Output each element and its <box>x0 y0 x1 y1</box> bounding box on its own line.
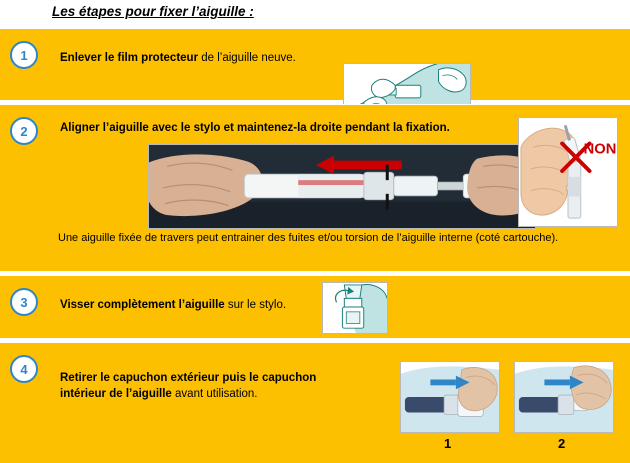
inner-cap-removal-illustration <box>514 361 614 433</box>
step-number-4: 4 <box>10 355 38 383</box>
non-warning-label: NON <box>583 141 617 158</box>
step-text-3-rest: sur le stylo. <box>224 299 287 311</box>
step-2-note: Une aiguille fixée de travers peut entrainer des fuites et/ou torsion de l’aiguille interne (coté cartouche). <box>58 232 559 244</box>
pen-alignment-drawing <box>149 145 535 228</box>
image-caption-1: 1 <box>444 436 452 451</box>
inner-cap-drawing <box>515 362 613 432</box>
step-text-2-bold: Aligner l’aiguille avec le stylo et maintenez-la droite pendant la fixation. <box>60 122 450 134</box>
outer-cap-removal-illustration <box>400 361 500 433</box>
crooked-needle-drawing <box>519 118 617 226</box>
screw-needle-illustration <box>322 282 388 334</box>
step-text-4-rest: avant utilisation. <box>171 387 258 400</box>
step-text-1 <box>60 51 335 67</box>
screw-needle-drawing <box>323 283 387 333</box>
step-row-4 <box>0 342 630 463</box>
crooked-needle-non-photo <box>518 117 618 227</box>
step-number-2: 2 <box>10 117 38 145</box>
pen-needle-alignment-photo <box>148 144 536 229</box>
step-text-4-bold: Retirer le capuchon extérieur puis le capuchon intérieur de l’aiguille <box>60 372 317 400</box>
step-row-3 <box>0 275 630 339</box>
step-text-2 <box>60 121 500 137</box>
step-text-4 <box>60 371 360 402</box>
step-number-3: 3 <box>10 288 38 316</box>
step-number-1: 1 <box>10 41 38 69</box>
image-caption-2: 2 <box>558 436 566 451</box>
step-text-3 <box>60 298 330 314</box>
step-text-3-bold: Visser complètement l’aiguille <box>60 299 225 311</box>
page-title: Les étapes pour fixer l’aiguille : <box>52 4 254 19</box>
step-text-1-bold: Enlever le film protecteur <box>60 52 199 64</box>
step-row-1 <box>0 28 630 101</box>
step-text-1-rest: de l’aiguille neuve. <box>198 52 296 64</box>
step-row-2 <box>0 104 630 272</box>
outer-cap-drawing <box>401 362 499 432</box>
